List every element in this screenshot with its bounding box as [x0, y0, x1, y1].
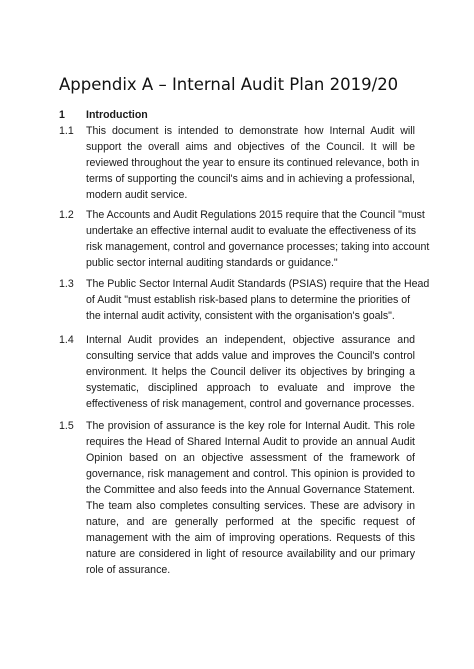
- text-line: reviewed throughout the year to ensure its continued relevance, both in: [86, 157, 420, 169]
- text-line: requires the Head of Shared Internal Audit to provide an annual Audit: [86, 436, 415, 448]
- text-line: undertake an effective internal audit to evaluate the effectiveness of its: [86, 225, 416, 237]
- paragraph-1-2: [59, 207, 430, 271]
- paragraph-text: [86, 332, 415, 412]
- text-line: The Accounts and Audit Regulations 2015 require that the Council "must: [86, 209, 425, 221]
- text-line: systematic, disciplined approach to evaluate and improve the: [86, 382, 415, 394]
- paragraph-number: 1.2: [59, 209, 74, 221]
- paragraph-text: [86, 276, 430, 324]
- paragraph-number: 1.4: [59, 334, 74, 346]
- text-line: consulting service that adds value and improves the Council's control: [86, 350, 415, 362]
- paragraph-text: [86, 418, 415, 578]
- text-line: The team also completes consulting services. These are advisory in: [86, 500, 415, 512]
- page-title: Appendix A – Internal Audit Plan 2019/20: [59, 75, 399, 94]
- text-line: support the overall aims and objectives of the Council. It will be: [86, 141, 415, 153]
- text-line: the Committee and also feeds into the Annual Governance Statement.: [86, 484, 415, 496]
- text-line: risk management, control and governance processes; taking into account: [86, 241, 430, 253]
- text-line: nature, and are generally performed at the specific request of: [86, 516, 415, 528]
- text-line: terms of supporting the council's aims and in achieving a professional,: [86, 173, 415, 185]
- text-line: effectiveness of risk management, control and governance processes.: [86, 398, 415, 410]
- section-number: 1: [59, 109, 65, 121]
- paragraph-1-3: [59, 276, 430, 324]
- section-title: Introduction: [86, 109, 148, 121]
- paragraph-number: 1.3: [59, 278, 74, 290]
- text-line: Opinion based on an objective assessment of the framework of: [86, 452, 415, 464]
- text-line: of Audit "must establish risk-based plans to determine the priorities of: [86, 294, 411, 306]
- text-line: public sector internal auditing standards or guidance.": [86, 257, 338, 269]
- text-line: governance, risk management and control. This opinion is provided to: [86, 468, 415, 480]
- text-line: The Public Sector Internal Audit Standards (PSIAS) require that the Head: [86, 278, 430, 290]
- text-line: nature are considered in light of resource availability and our primary: [86, 548, 415, 560]
- paragraph-1-4: [59, 332, 415, 412]
- text-line: management with the aim of improving operations. Requests of this: [86, 532, 415, 544]
- text-line: The provision of assurance is the key role for Internal Audit. This role: [86, 420, 415, 432]
- text-line: Internal Audit provides an independent, objective assurance and: [86, 334, 415, 346]
- paragraph-number: 1.1: [59, 125, 74, 137]
- paragraph-text: [86, 123, 420, 203]
- text-line: modern audit service.: [86, 189, 188, 201]
- text-line: the internal audit activity, consistent with the organisation's goals".: [86, 310, 395, 322]
- paragraph-number: 1.5: [59, 420, 74, 432]
- paragraph-1-1: [59, 123, 420, 203]
- text-line: environment. It helps the Council deliver its objectives by bringing a: [86, 366, 415, 378]
- text-line: role of assurance.: [86, 564, 171, 576]
- paragraph-text: [86, 207, 430, 271]
- text-line: This document is intended to demonstrate how Internal Audit will: [86, 125, 415, 137]
- paragraph-1-5: [59, 418, 415, 578]
